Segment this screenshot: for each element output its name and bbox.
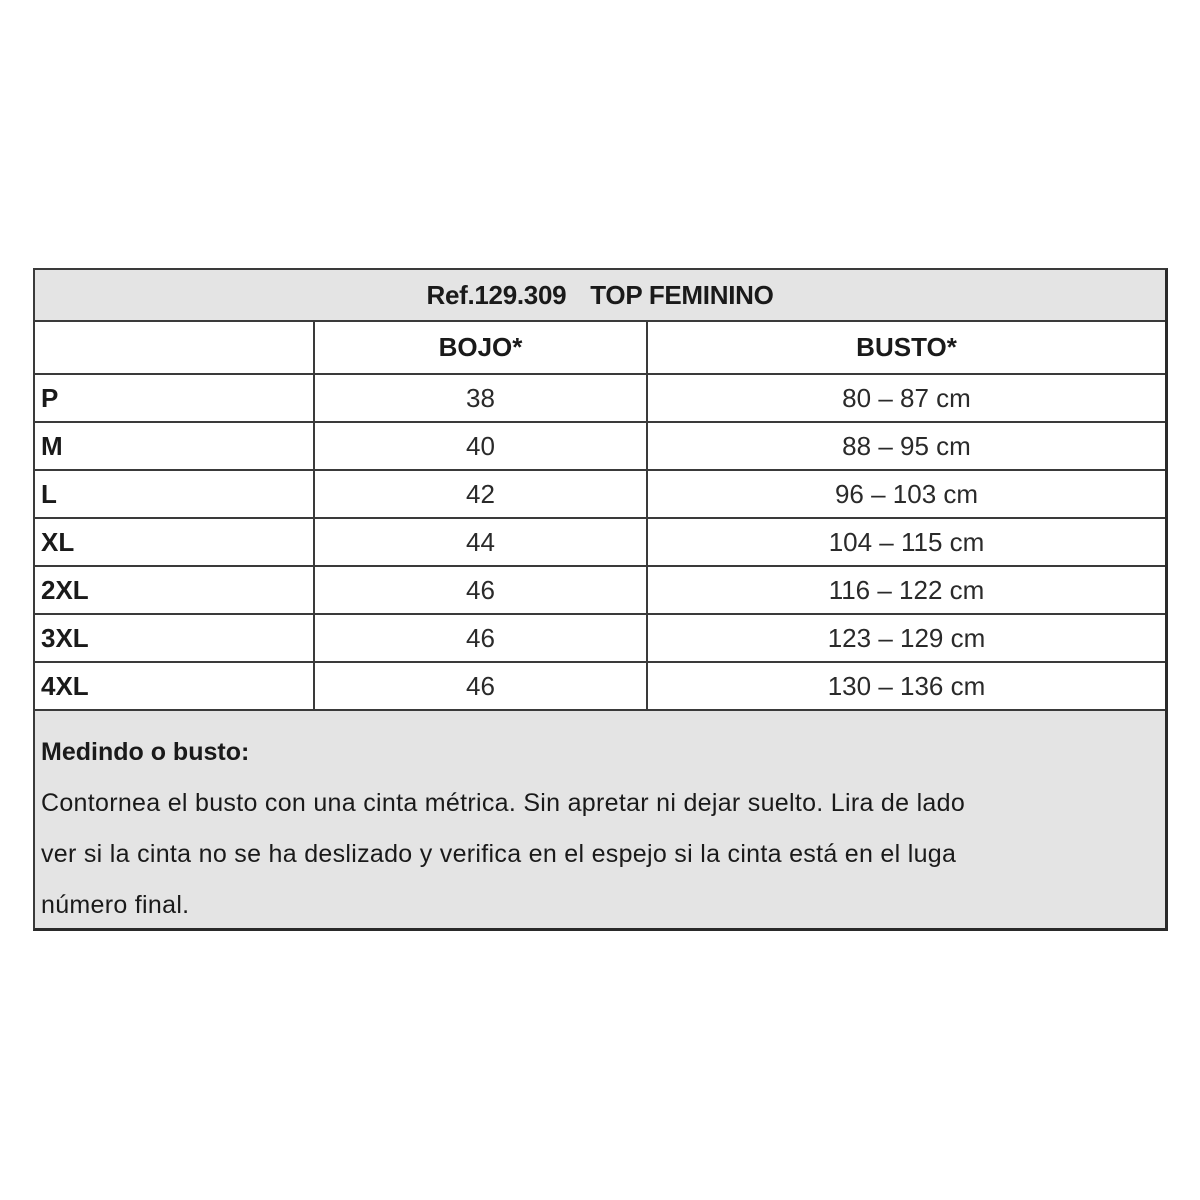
notes-line: Contornea el busto con una cinta métrica. Sin apretar ni dejar suelto. Lira de lado (41, 789, 966, 817)
table-row (35, 662, 1165, 710)
notes-body (41, 778, 1165, 931)
size-label: XL (35, 518, 314, 566)
table-row (35, 566, 1165, 614)
size-label: P (35, 374, 314, 422)
table-row (35, 374, 1165, 422)
notes-line: número final. (41, 891, 190, 919)
notes-line: ver si la cinta no se ha deslizado y verifica en el espejo si la cinta está en el luga (41, 840, 957, 868)
bojo-value: 38 (314, 374, 647, 422)
bojo-value: 46 (314, 662, 647, 710)
busto-value: 80 – 87 cm (647, 374, 1165, 422)
busto-value: 116 – 122 cm (647, 566, 1165, 614)
table-row (35, 518, 1165, 566)
bojo-value: 44 (314, 518, 647, 566)
table-row (35, 422, 1165, 470)
bojo-value: 40 (314, 422, 647, 470)
size-label: 2XL (35, 566, 314, 614)
busto-value: 96 – 103 cm (647, 470, 1165, 518)
product-reference: Ref.129.309 (426, 279, 567, 310)
bojo-value: 42 (314, 470, 647, 518)
bojo-value: 46 (314, 566, 647, 614)
size-label: M (35, 422, 314, 470)
table-row (35, 614, 1165, 662)
size-table (35, 322, 1165, 711)
table-header-row (35, 322, 1165, 374)
header-size (35, 322, 314, 374)
size-label: 4XL (35, 662, 314, 710)
header-bojo: BOJO* (314, 322, 647, 374)
notes-heading: Medindo o busto: (41, 738, 250, 766)
measuring-notes (35, 728, 1165, 931)
busto-value: 130 – 136 cm (647, 662, 1165, 710)
table-row (35, 470, 1165, 518)
product-name: TOP FEMININO (590, 279, 774, 310)
size-label: L (35, 470, 314, 518)
busto-value: 123 – 129 cm (647, 614, 1165, 662)
size-label: 3XL (35, 614, 314, 662)
busto-value: 88 – 95 cm (647, 422, 1165, 470)
size-chart (33, 268, 1168, 931)
bojo-value: 46 (314, 614, 647, 662)
busto-value: 104 – 115 cm (647, 518, 1165, 566)
header-busto: BUSTO* (647, 322, 1165, 374)
chart-title (35, 270, 1165, 322)
